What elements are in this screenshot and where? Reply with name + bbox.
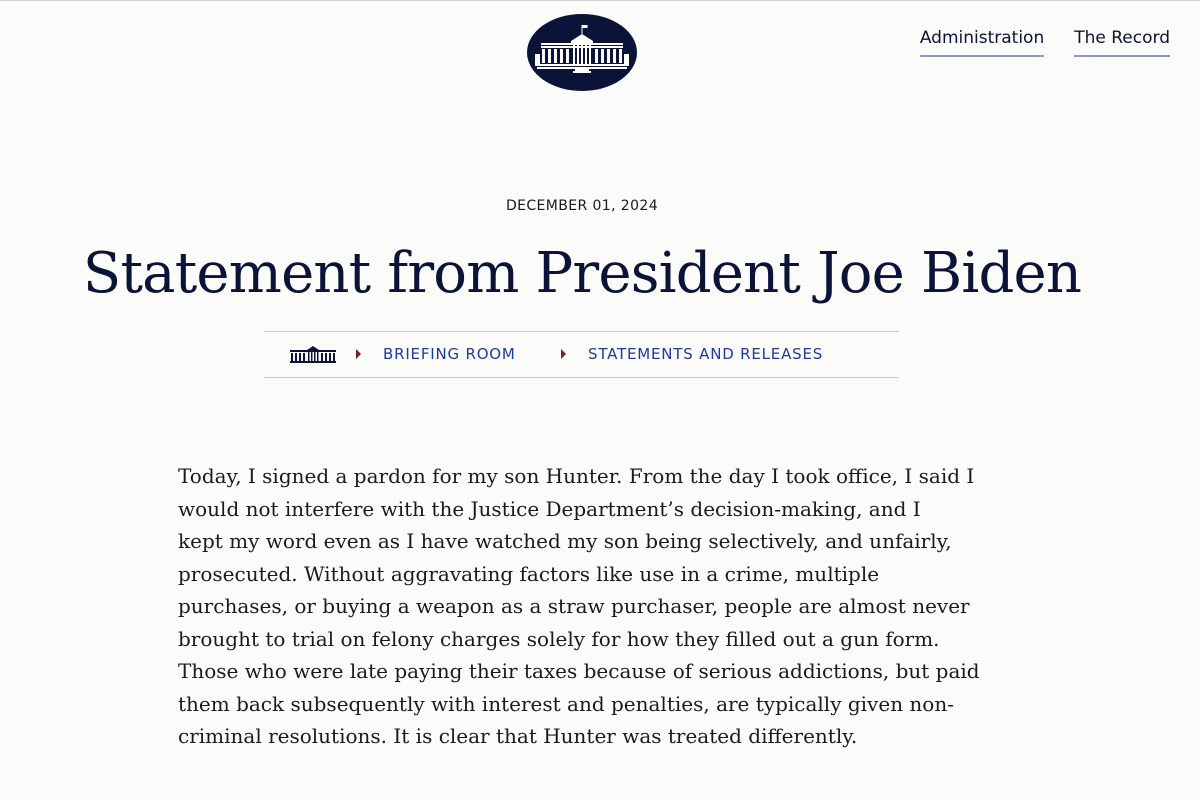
body-line: purchases, or buying a weapon as a straw purchaser, people are almost never: [178, 594, 970, 618]
breadcrumb-statements-and-releases-link[interactable]: STATEMENTS AND RELEASES: [588, 345, 824, 363]
caret-right-icon: [356, 349, 361, 359]
body-line: brought to trial on felony charges solely for how they filled out a gun form.: [178, 626, 940, 651]
caret-right-icon: [561, 349, 566, 359]
body-line: prosecuted. Without aggravating factors like use in a crime, multiple: [178, 561, 880, 586]
nav-administration-link[interactable]: Administration: [920, 28, 1044, 57]
body-line: Today, I signed a pardon for my son Hunter. From the day I took office, I said I: [178, 464, 975, 488]
top-border: [0, 0, 1200, 1]
body-line: kept my word even as I have watched my son being selectively, and unfairly,: [178, 529, 952, 553]
page-title: Statement from President Joe Biden: [82, 241, 1082, 306]
body-line: would not interfere with the Justice Department’s decision-making, and I: [178, 496, 921, 521]
nav-the-record-link[interactable]: The Record: [1074, 28, 1170, 57]
body-line: Those who were late paying their taxes because of serious addictions, but paid: [178, 659, 980, 683]
breadcrumb: [264, 331, 899, 378]
top-nav: [920, 28, 1170, 57]
white-house-seal-icon[interactable]: [527, 14, 637, 91]
article-body: [178, 460, 998, 753]
article-date: DECEMBER 01, 2024: [505, 198, 659, 214]
white-house-icon[interactable]: [290, 344, 336, 364]
body-line: criminal resolutions. It is clear that Hunter was treated differently.: [178, 724, 858, 748]
breadcrumb-briefing-room-link[interactable]: BRIEFING ROOM: [383, 345, 516, 363]
body-line: them back subsequently with interest and penalties, are typically given non-: [178, 691, 954, 716]
